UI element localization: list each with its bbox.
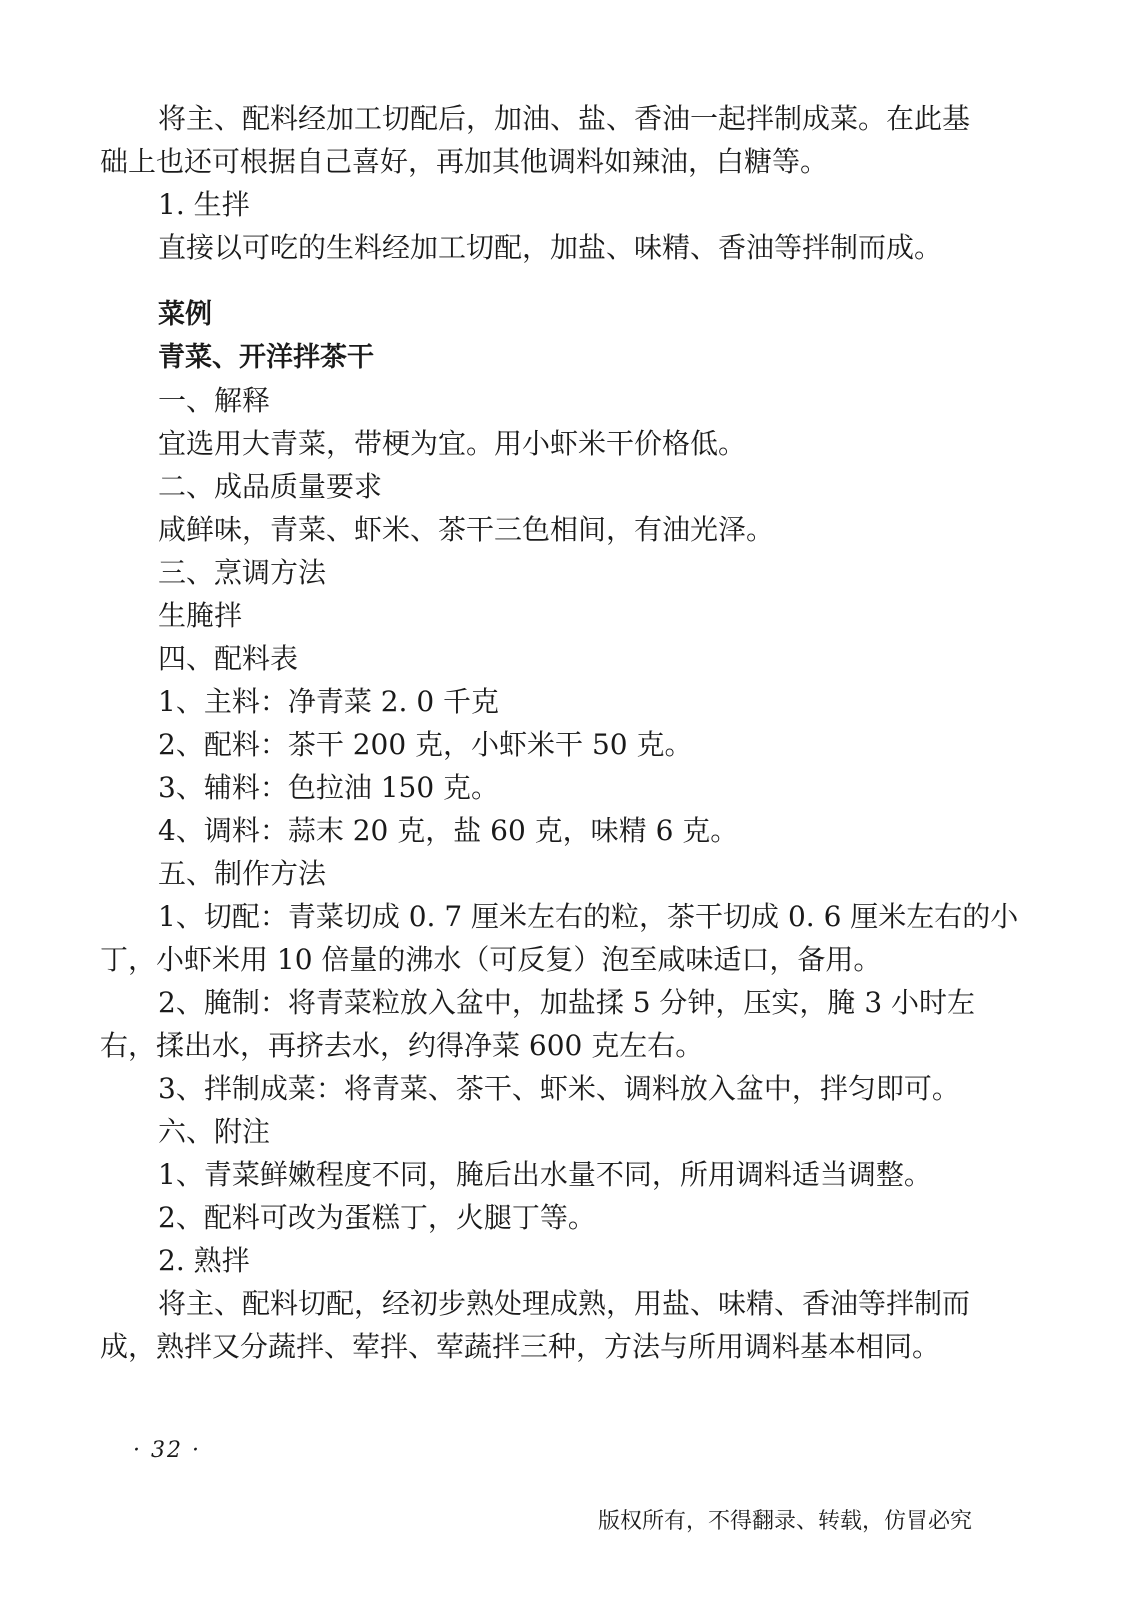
quality-title: 二、成品质量要求 (158, 470, 383, 503)
section-2-line-1: 将主、配料切配，经初步熟处理成熟，用盐、味精、香油等拌制而 (158, 1287, 971, 1320)
step-2-line-1: 2、腌制：将青菜粒放入盆中，加盐揉 5 分钟，压实，腌 3 小时左 (158, 986, 976, 1019)
step-1-line-1: 1、切配：青菜切成 0. 7 厘米左右的粒，茶干切成 0. 6 厘米左右的小 (158, 900, 1019, 933)
method-title: 三、烹调方法 (158, 556, 327, 589)
copyright-notice: 版权所有，不得翻录、转载，仿冒必究 (598, 1509, 973, 1534)
note-1: 1、青菜鲜嫩程度不同，腌后出水量不同，所用调料适当调整。 (158, 1158, 932, 1191)
dish-title: 青菜、开洋拌茶干 (158, 342, 374, 373)
spacer (100, 269, 1030, 293)
section-1-description: 直接以可吃的生料经加工切配，加盐、味精、香油等拌制而成。 (158, 231, 943, 264)
section-2-line-2: 成，熟拌又分蔬拌、荤拌、荤蔬拌三种，方法与所用调料基本相同。 (100, 1330, 941, 1363)
ingredient-seasoning: 4、调料：蒜末 20 克，盐 60 克，味精 6 克。 (158, 814, 739, 847)
section-1-title: 1. 生拌 (158, 188, 250, 221)
quality-text: 咸鲜味，青菜、虾米、茶干三色相间，有油光泽。 (158, 513, 775, 546)
ingredient-secondary: 2、配料：茶干 200 克，小虾米干 50 克。 (158, 728, 693, 761)
step-3: 3、拌制成菜：将青菜、茶干、虾米、调料放入盆中，拌匀即可。 (158, 1072, 960, 1105)
page-number: · 32 · (133, 1438, 201, 1463)
ingredient-main: 1、主料：净青菜 2. 0 千克 (158, 685, 500, 718)
ingredients-title: 四、配料表 (158, 642, 299, 675)
example-label: 菜例 (158, 299, 212, 330)
intro-line-2: 础上也还可根据自己喜好，再加其他调料如辣油，白糖等。 (100, 145, 829, 178)
step-1-line-2: 丁，小虾米用 10 倍量的沸水（可反复）泡至咸味适口，备用。 (100, 943, 882, 976)
steps-title: 五、制作方法 (158, 857, 327, 890)
ingredient-auxiliary: 3、辅料：色拉油 150 克。 (158, 771, 500, 804)
note-2: 2、配料可改为蛋糕丁，火腿丁等。 (158, 1201, 596, 1234)
section-2-title: 2. 熟拌 (158, 1244, 250, 1277)
explain-title: 一、解释 (158, 384, 271, 417)
method-text: 生腌拌 (158, 599, 243, 632)
notes-title: 六、附注 (158, 1115, 271, 1148)
step-2-line-2: 右，揉出水，再挤去水，约得净菜 600 克左右。 (100, 1029, 704, 1062)
page-content (100, 97, 1030, 1368)
explain-text: 宜选用大青菜，带梗为宜。用小虾米干价格低。 (158, 427, 747, 460)
intro-line-1: 将主、配料经加工切配后，加油、盐、香油一起拌制成菜。在此基 (158, 102, 971, 135)
